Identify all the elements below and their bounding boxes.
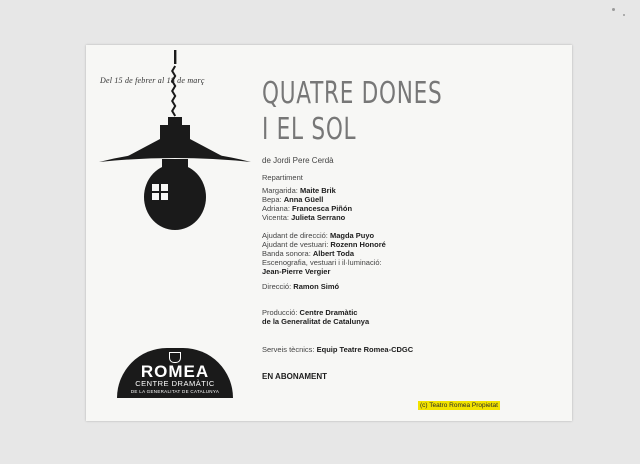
production-row-2: de la Generalitat de Catalunya [262,317,370,326]
copyright-stamp: (c) Teatro Romea Propietat [420,402,498,409]
crew-row: Banda sonora: Albert Toda [262,249,355,258]
cast-heading: Repartiment [262,173,303,182]
crew-row: Ajudant de direcció: Magda Puyo [262,231,375,240]
logo-name: ROMEA [140,362,210,381]
cast-row: Adriana: Francesca Piñón [262,204,353,213]
design-role: Escenografia, vestuari i il·luminació: [262,258,382,267]
subscription-note: EN ABONAMENT [262,372,328,381]
author-line: de Jordi Pere Cerdà [262,156,334,165]
logo-tagline: DE LA GENERALITAT DE CATALUNYA [130,389,220,394]
scan-speck [612,8,615,11]
cast-row: Vicenta: Julieta Serrano [262,213,346,222]
play-title [262,76,442,148]
technical-row: Serveis tècnics: Equip Teatre Romea-CDGC [262,345,414,354]
logo-subtitle: CENTRE DRAMÀTIC [135,379,215,388]
cast-row: Bepa: Anna Güell [262,195,324,204]
director-row: Direcció: Ramon Simó [262,282,340,291]
cast-row: Margarida: Maite Brik [262,186,336,195]
performance-dates: Del 15 de febrer al 18 de març [100,76,205,85]
design-name: Jean-Pierre Vergier [262,267,331,276]
crew-row: Ajudant de vestuari: Rozenn Honoré [262,240,386,249]
production-row: Producció: Centre Dramàtic [262,308,358,317]
title-line-1: QUATRE DONES [262,76,443,111]
title-line-2: I EL SOL [262,112,357,147]
lamp-illustration [96,50,256,242]
scan-speck [623,14,625,16]
